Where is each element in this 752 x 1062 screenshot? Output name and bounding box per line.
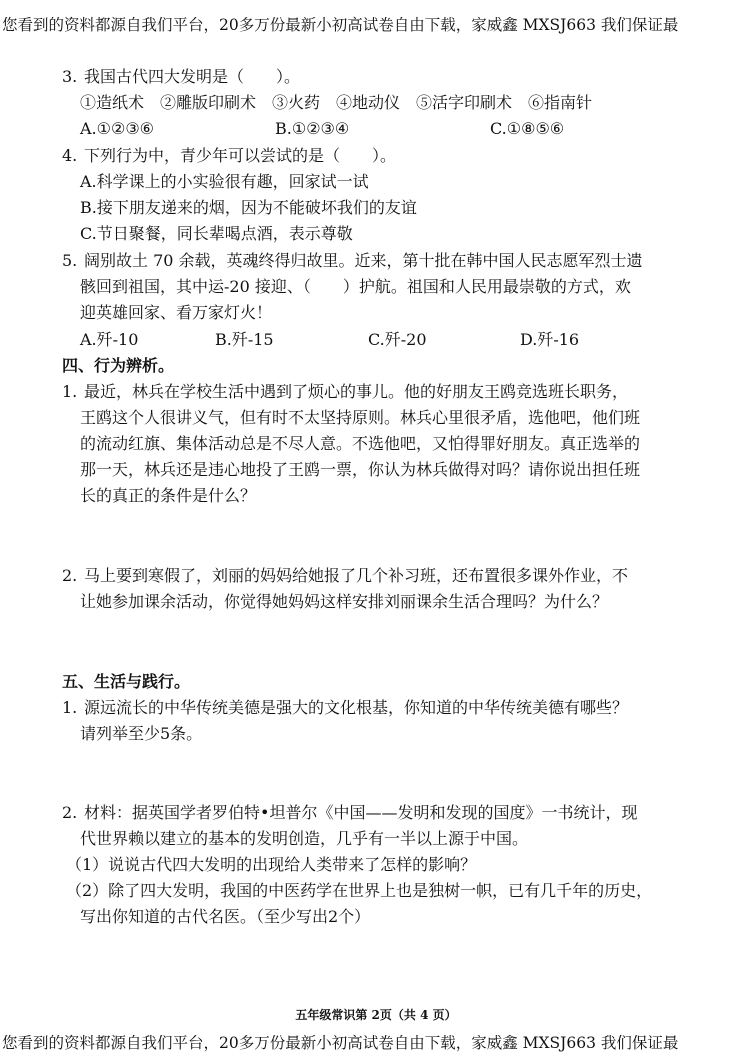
option-a: A.歼-10 xyxy=(80,330,139,349)
question-number: 2. xyxy=(62,566,78,585)
option-b: B.歼-15 xyxy=(215,330,274,349)
question-line: 请列举至少5条。 xyxy=(80,724,203,743)
question-line: 让她参加课余活动，你觉得她妈妈这样安排刘丽课余生活合理吗？为什么？ xyxy=(80,592,609,611)
option-c: C.节日聚餐，同长辈喝点酒，表示尊敬 xyxy=(80,224,353,243)
question-line: 长的真正的条件是什么？ xyxy=(80,486,257,505)
option-b: B.接下朋友递来的烟，因为不能破坏我们的友谊 xyxy=(80,198,417,217)
option-c: C.①⑧⑤⑥ xyxy=(490,119,565,138)
question-5-1 xyxy=(62,697,628,719)
question-line: 那一天，林兵还是违心地投了王鸥一票，你认为林兵做得对吗？请你说出担任班 xyxy=(80,460,641,479)
question-line: 最近，林兵在学校生活中遇到了烦心的事儿。他的好朋友王鸥竞选班长职务， xyxy=(84,382,629,401)
question-4-2 xyxy=(62,565,628,587)
question-line: 阔别故土 70 余载，英魂终得归故里。近来，第十批在韩中国人民志愿军烈士遗 xyxy=(84,251,643,270)
question-line: 骸回到祖国，其中运-20 接迎、（ ）护航。祖国和人民用最崇敬的方式，欢 xyxy=(80,277,631,296)
header-banner: 您看到的资料都源自我们平台，20多万份最新小初高试卷自由下载，家威鑫 MXSJ663 我们保证最 xyxy=(2,16,679,34)
option-b: B.①②③④ xyxy=(275,119,350,138)
option-a: A.科学课上的小实验很有趣，回家试一试 xyxy=(80,172,369,191)
question-line: 的流动红旗、集体活动总是不尽人意。不选他吧，又怕得罪好朋友。真正选举的 xyxy=(80,434,641,453)
sub-question-1: （1）说说古代四大发明的出现给人类带来了怎样的影响？ xyxy=(66,855,477,874)
option-c: C.歼-20 xyxy=(368,330,427,349)
question-line: 材料：据英国学者罗伯特•坦普尔《中国——发明和发现的国度》一书统计，现 xyxy=(84,803,638,822)
question-number: 3. xyxy=(62,67,78,86)
option-d: D.歼-16 xyxy=(520,330,580,349)
option-a: A.①②③⑥ xyxy=(80,119,155,138)
question-line: 王鸥这个人很讲义气，但有时不太坚持原则。林兵心里很矛盾，选他吧，他们班 xyxy=(80,408,641,427)
question-5 xyxy=(62,250,643,272)
question-number: 2. xyxy=(62,803,78,822)
footer-banner: 您看到的资料都源自我们平台，20多万份最新小初高试卷自由下载，家威鑫 MXSJ663 我们保证最 xyxy=(2,1034,679,1052)
question-line: 迎英雄回家、看万家灯火！ xyxy=(80,303,273,322)
page-footer: 五年级常识第 2页（共 4 页） xyxy=(295,1008,457,1022)
question-number: 1. xyxy=(62,382,78,401)
section-title: 五、生活与践行。 xyxy=(62,672,191,691)
section-title: 四、行为辨析。 xyxy=(62,356,175,375)
sub-question-2-cont: 写出你知道的古代名医。（至少写出2个） xyxy=(80,907,371,926)
question-line: 源远流长的中华传统美德是强大的文化根基，你知道的中华传统美德有哪些？ xyxy=(84,698,629,717)
question-3-items: ①造纸术 ②雕版印刷术 ③火药 ④地动仪 ⑤活字印刷术 ⑥指南针 xyxy=(80,93,593,112)
question-number: 1. xyxy=(62,698,78,717)
question-stem: 下列行为中，青少年可以尝试的是（ ）。 xyxy=(84,146,397,165)
sub-question-2: （2）除了四大发明，我国的中医药学在世界上也是独树一帜，已有几千年的历史， xyxy=(66,881,653,900)
question-line: 马上要到寒假了，刘丽的妈妈给她报了几个补习班，还布置很多课外作业，不 xyxy=(84,566,629,585)
question-stem: 我国古代四大发明是（ ）。 xyxy=(84,67,301,86)
question-number: 4. xyxy=(62,146,78,165)
question-3 xyxy=(62,66,300,88)
question-number: 5. xyxy=(62,251,78,270)
question-4 xyxy=(62,145,396,167)
question-4-1 xyxy=(62,381,628,403)
question-5-2 xyxy=(62,802,637,824)
question-line: 代世界赖以建立的基本的发明创造，几乎有一半以上源于中国。 xyxy=(80,829,529,848)
